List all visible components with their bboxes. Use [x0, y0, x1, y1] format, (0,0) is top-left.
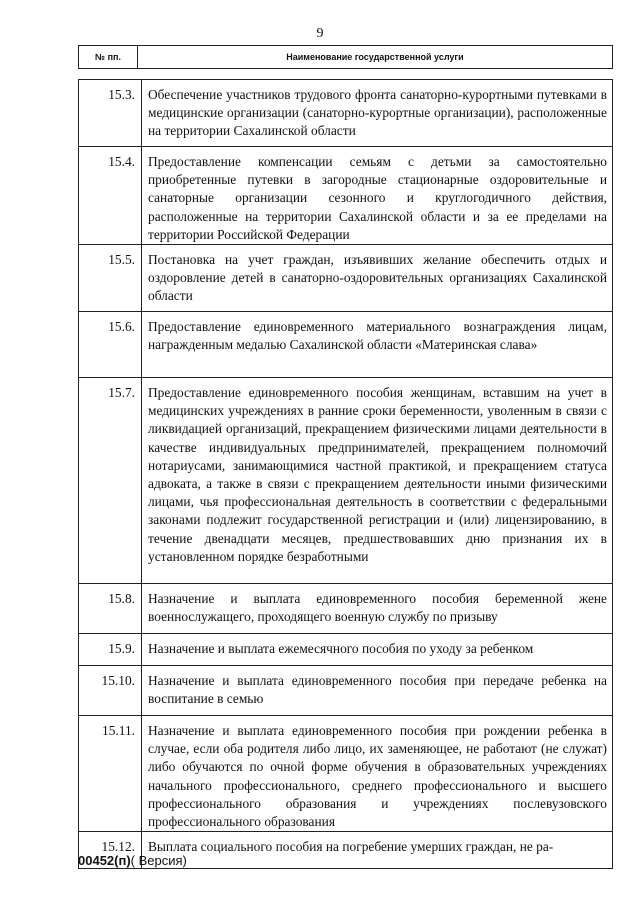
version-label: ( Версия) [130, 853, 187, 868]
row-text: Назначение и выплата единовременного пособия при рождении ребенка в случае, если оба родителя либо лицо, их заменяющее, не работают (не служат) либо обучаются по очной форме обучения в образовательных учреждениях начального профессионального, среднего профессионального и высшего профессионального образования и учреждениях послевузовского профессионального образования [142, 716, 613, 832]
row-number: 15.3. [79, 80, 142, 147]
row-text: Назначение и выплата единовременного пособия при передаче ребенка на воспитание в семью [142, 666, 613, 716]
table-row [79, 716, 613, 832]
table-row [79, 666, 613, 716]
row-number: 15.7. [79, 378, 142, 584]
header-number-column: № пп. [79, 46, 138, 69]
row-number: 15.11. [79, 716, 142, 832]
table-row [79, 378, 613, 584]
row-number: 15.4. [79, 147, 142, 245]
document-code: 00452(п) [78, 853, 131, 868]
table-row [79, 245, 613, 312]
row-number: 15.9. [79, 634, 142, 666]
services-table [78, 79, 613, 869]
row-text: Обеспечение участников трудового фронта санаторно-курортными путевками в медицинские организации (санаторно-курортные организации), расположенные на территории Сахалинской области [142, 80, 613, 147]
row-text: Предоставление компенсации семьям с детьми за самостоятельно приобретенные путевки в загородные стационарные оздоровительные и санаторные организации сезонного и круглогодичного действия, расположенные на территории Сахалинской области и за ее пределами на территории Российской Федерации [142, 147, 613, 245]
document-footer [78, 853, 187, 868]
row-text: Предоставление единовременного пособия женщинам, вставшим на учет в медицинских учреждениях в ранние сроки беременности, уволенным в связи с ликвидацией организаций, прекращением физическими лицами деятельности в качестве индивидуальных предпринимателей, прекращением полномочий нотариусами, занимающимися частной практикой, и прекращением статуса адвоката, а также в связи с прекращением деятельности иными физическими лицами, чья профессиональная деятельность в соответствии с федеральными законами подлежит государственной регистрации и (или) лицензированию, в течение двенадцати месяцев, предшествовавших дню признания их в установленном порядке безработными [142, 378, 613, 584]
page-number: 9 [316, 26, 324, 41]
row-number: 15.12. [79, 832, 142, 869]
table-row [79, 80, 613, 147]
table-row [79, 147, 613, 245]
row-text: Постановка на учет граждан, изъявивших желание обеспечить отдых и оздоровление детей в санаторно-оздоровительных организациях Сахалинской области [142, 245, 613, 312]
row-text: Назначение и выплата ежемесячного пособия по уходу за ребенком [142, 634, 613, 666]
row-text: Предоставление единовременного материального вознаграждения лицам, награжденным медалью Сахалинской области «Материнская слава» [142, 312, 613, 378]
row-number: 15.8. [79, 584, 142, 634]
row-number: 15.6. [79, 312, 142, 378]
table-row [79, 312, 613, 378]
row-number: 15.10. [79, 666, 142, 716]
table-header [78, 45, 613, 69]
table-row [79, 634, 613, 666]
header-service-name-column: Наименование государственной услуги [138, 46, 613, 69]
table-row [79, 584, 613, 634]
row-text: Назначение и выплата единовременного пособия беременной жене военнослужащего, проходящего военную службу по призыву [142, 584, 613, 634]
row-number: 15.5. [79, 245, 142, 312]
row-text: Выплата социального пособия на погребение умерших граждан, не ра- [142, 832, 613, 869]
